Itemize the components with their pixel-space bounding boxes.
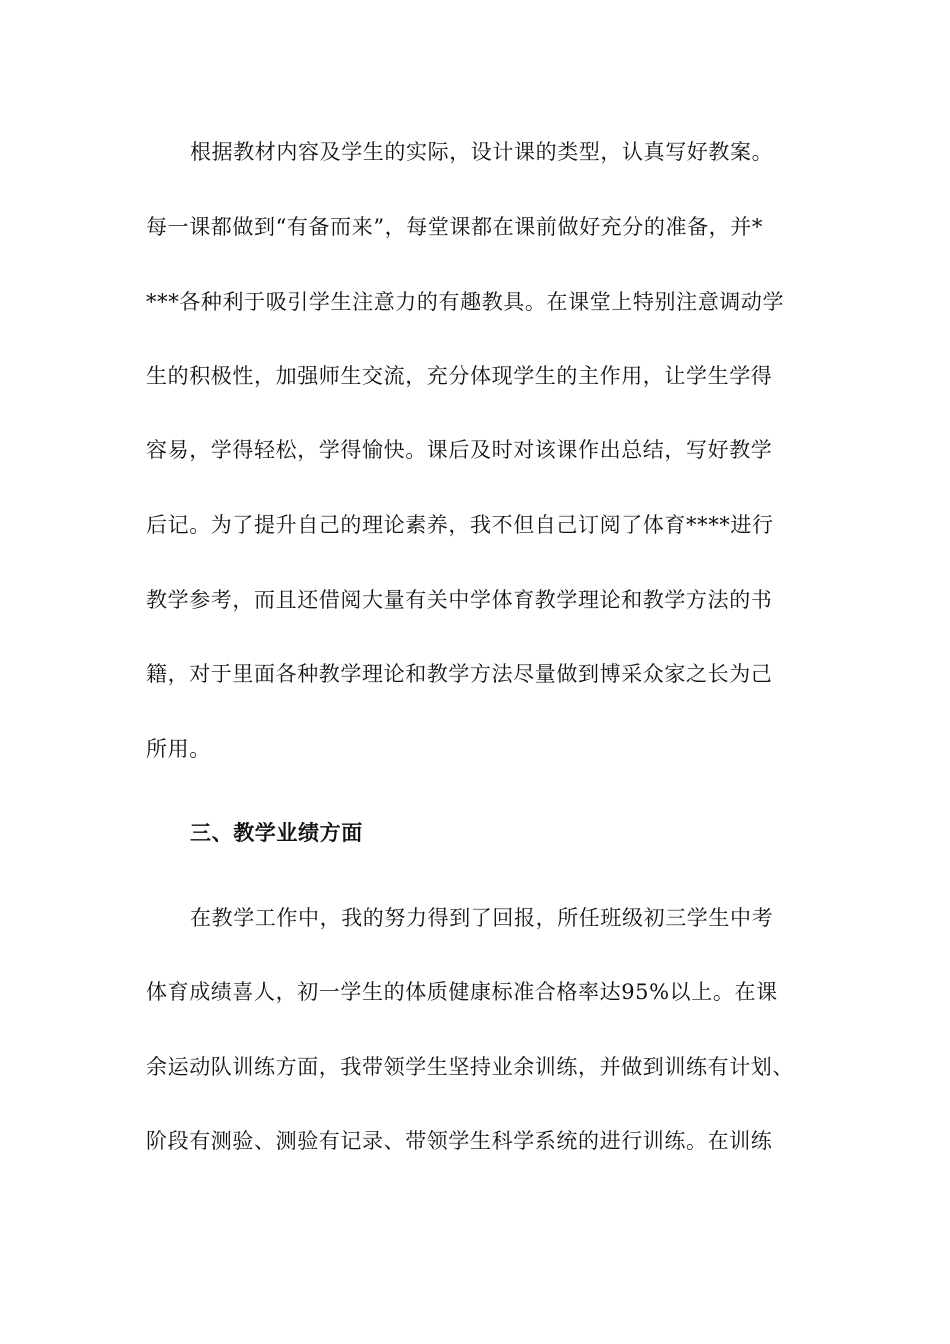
paragraph-line: 后记。为了提升自己的理论素养，我不但自己订阅了体育****进行: [146, 513, 774, 537]
paragraph-line: 容易，学得轻松，学得愉快。课后及时对该课作出总结，写好教学: [146, 438, 773, 462]
paragraph-line: 根据教材内容及学生的实际，设计课的类型，认真写好教案。: [190, 140, 774, 164]
paragraph-line: 所用。: [146, 737, 211, 761]
paragraph-line: 生的积极性，加强师生交流，充分体现学生的主作用，让学生学得: [146, 364, 773, 388]
paragraph-line: 在教学工作中，我的努力得到了回报，所任班级初三学生中考: [190, 906, 774, 930]
paragraph-line: 每一课都做到“有备而来”，每堂课都在课前做好充分的准备，并*: [146, 215, 763, 239]
paragraph-line: ***各种利于吸引学生注意力的有趣教具。在课堂上特别注意调动学: [146, 290, 785, 314]
paragraph-line: 余运动队训练方面，我带领学生坚持业余训练，并做到训练有计划、: [146, 1055, 794, 1079]
paragraph-line: 籍，对于里面各种教学理论和教学方法尽量做到博采众家之长为己: [146, 662, 773, 686]
paragraph-line: 教学参考，而且还借阅大量有关中学体育教学理论和教学方法的书: [146, 588, 773, 612]
paragraph-line: 体育成绩喜人，初一学生的体质健康标准合格率达95%以上。在课: [146, 980, 778, 1004]
section-heading: 三、教学业绩方面: [190, 821, 363, 845]
paragraph-line: 阶段有测验、测验有记录、带领学生科学系统的进行训练。在训练: [146, 1129, 773, 1153]
